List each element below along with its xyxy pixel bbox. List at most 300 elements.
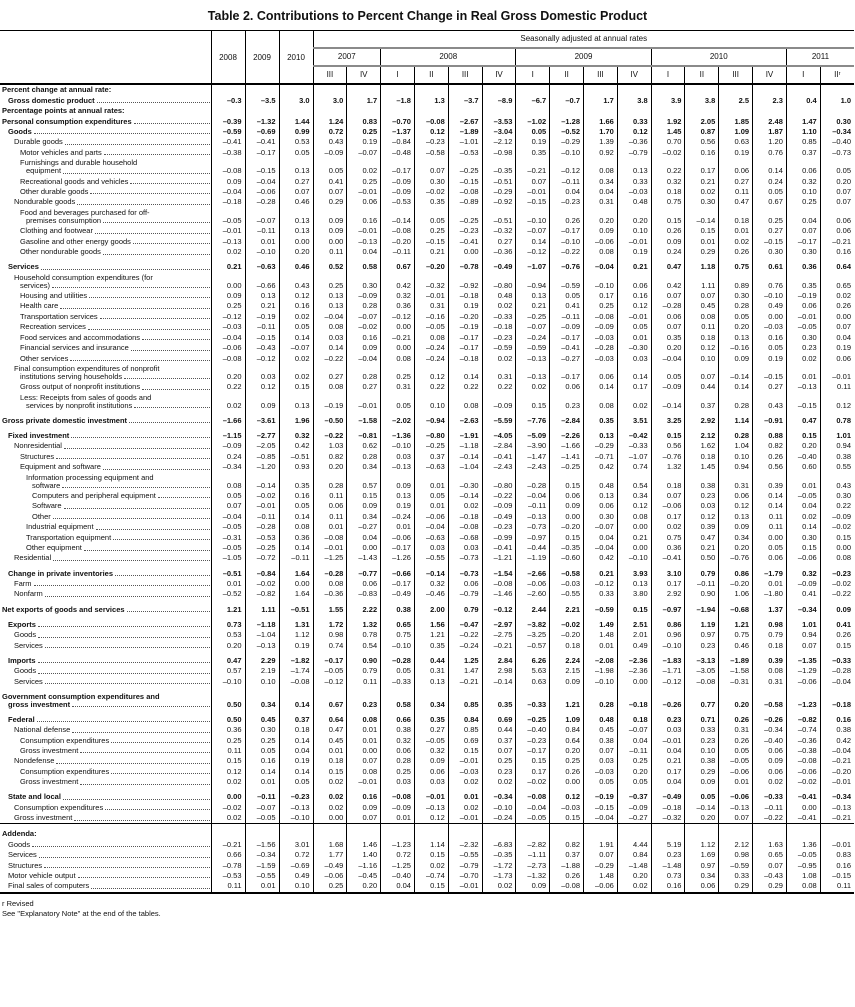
- value-cell: –0.25: [414, 441, 448, 451]
- row-label-line: [0, 282, 211, 290]
- value-cell: 0.25: [347, 127, 381, 137]
- value-cell: [279, 84, 313, 95]
- dotted-leader: [53, 518, 210, 519]
- value-cell: 2.48: [753, 116, 787, 126]
- row-label-text: Nondurable goods: [14, 197, 76, 207]
- value-cell: 0.11: [753, 522, 787, 532]
- value-cell: –0.52: [211, 589, 245, 599]
- value-cell: [753, 106, 787, 116]
- value-cell: –0.03: [617, 187, 651, 197]
- value-cell: 0.25: [617, 756, 651, 766]
- value-cell: 0.53: [279, 137, 313, 147]
- value-cell: 0.01: [786, 364, 820, 382]
- value-cell: 0.14: [516, 236, 550, 246]
- value-cell: 0.08: [347, 710, 381, 725]
- value-cell: [313, 824, 347, 840]
- value-cell: 0.08: [313, 322, 347, 332]
- row-label-line: [0, 217, 211, 225]
- value-cell: 0.11: [313, 247, 347, 257]
- row-label-text: Imports: [8, 655, 36, 665]
- value-cell: 0.82: [550, 839, 584, 849]
- value-cell: –0.74: [414, 871, 448, 881]
- value-cell: –0.14: [414, 564, 448, 579]
- value-cell: 0.07: [584, 746, 618, 756]
- row-label-line: [0, 128, 211, 136]
- row-label-line: [0, 631, 211, 639]
- value-cell: –1.59: [245, 860, 279, 870]
- value-cell: 0.01: [347, 735, 381, 745]
- value-cell: [347, 106, 381, 116]
- value-cell: 0.01: [448, 787, 482, 802]
- value-cell: 0.00: [550, 777, 584, 787]
- value-cell: –1.19: [516, 553, 550, 563]
- value-cell: 0.26: [753, 451, 787, 461]
- value-cell: –0.04: [347, 353, 381, 363]
- value-cell: 0.41: [550, 301, 584, 311]
- value-cell: 0.05: [279, 777, 313, 787]
- value-cell: [617, 106, 651, 116]
- header-quarter: I: [516, 66, 550, 84]
- dotted-leader: [74, 820, 209, 821]
- value-cell: –0.36: [786, 735, 820, 745]
- value-cell: 0.05: [753, 343, 787, 353]
- value-cell: –0.06: [786, 676, 820, 686]
- value-cell: 0.26: [651, 226, 685, 236]
- value-cell: 0.19: [279, 640, 313, 650]
- row-label-text: Recreation services: [20, 322, 86, 332]
- value-cell: 0.34: [414, 687, 448, 710]
- value-cell: 0.07: [651, 491, 685, 501]
- value-cell: –0.77: [347, 564, 381, 579]
- value-cell: –0.51: [482, 208, 516, 226]
- row-label-line: [0, 118, 211, 126]
- table-row: [0, 589, 854, 599]
- row-label: [0, 301, 211, 311]
- value-cell: 0.11: [211, 746, 245, 756]
- table-row: [0, 725, 854, 735]
- row-label-line: [0, 768, 211, 776]
- value-cell: 0.15: [516, 392, 550, 410]
- table-row: [0, 839, 854, 849]
- value-cell: 0.01: [313, 522, 347, 532]
- value-cell: [347, 824, 381, 840]
- value-cell: –0.04: [211, 332, 245, 342]
- value-cell: 0.43: [820, 472, 854, 490]
- value-cell: –0.34: [211, 462, 245, 472]
- value-cell: 0.11: [347, 676, 381, 686]
- value-cell: 0.05: [516, 127, 550, 137]
- row-label-line: [0, 513, 211, 521]
- table-row: [0, 95, 854, 105]
- value-cell: 0.09: [211, 291, 245, 301]
- value-cell: –0.17: [786, 236, 820, 246]
- value-cell: –2.75: [482, 630, 516, 640]
- row-label-line: [0, 862, 211, 870]
- table-row: [0, 802, 854, 812]
- value-cell: 0.96: [651, 630, 685, 640]
- value-cell: 0.33: [617, 116, 651, 126]
- value-cell: –0.13: [719, 802, 753, 812]
- value-cell: 0.16: [820, 710, 854, 725]
- value-cell: 0.00: [211, 272, 245, 290]
- value-cell: –0.32: [651, 813, 685, 824]
- value-cell: –0.14: [685, 802, 719, 812]
- value-cell: –0.59: [550, 272, 584, 290]
- value-cell: –0.71: [584, 451, 618, 461]
- value-cell: –0.13: [279, 802, 313, 812]
- value-cell: 0.21: [617, 257, 651, 272]
- value-cell: 0.04: [279, 746, 313, 756]
- value-cell: –0.04: [313, 312, 347, 322]
- value-cell: –0.97: [516, 532, 550, 542]
- row-label-text: software: [32, 480, 61, 490]
- table-row: [0, 312, 854, 322]
- value-cell: –0.40: [381, 871, 415, 881]
- value-cell: –0.12: [651, 676, 685, 686]
- value-cell: 0.20: [584, 208, 618, 226]
- header-quarter: IV: [753, 66, 787, 84]
- value-cell: 0.08: [347, 767, 381, 777]
- value-cell: –0.70: [381, 116, 415, 126]
- value-cell: 0.85: [448, 725, 482, 735]
- value-cell: [584, 84, 618, 95]
- value-cell: 0.19: [820, 343, 854, 353]
- row-label-text: National defense: [14, 725, 71, 735]
- value-cell: –0.28: [245, 197, 279, 207]
- value-cell: 0.07: [347, 813, 381, 824]
- value-cell: 0.10: [414, 392, 448, 410]
- value-cell: 0.32: [651, 176, 685, 186]
- value-cell: 0.02: [617, 881, 651, 892]
- dotted-leader: [127, 611, 210, 612]
- row-label-text: Residential: [14, 553, 52, 563]
- dotted-leader: [89, 297, 209, 298]
- value-cell: 0.09: [719, 522, 753, 532]
- table-row: [0, 353, 854, 363]
- row-label: [0, 392, 211, 410]
- value-cell: 1.92: [651, 116, 685, 126]
- row-label-line: [0, 355, 211, 363]
- value-cell: –0.24: [414, 343, 448, 353]
- row-label: [0, 802, 211, 812]
- value-cell: 0.33: [617, 176, 651, 186]
- value-cell: 2.24: [550, 651, 584, 666]
- value-cell: 0.35: [414, 640, 448, 650]
- row-label-line: [0, 432, 211, 440]
- value-cell: –1.8: [381, 95, 415, 105]
- value-cell: –0.02: [550, 615, 584, 630]
- value-cell: 0.06: [651, 312, 685, 322]
- value-cell: 0.17: [617, 382, 651, 392]
- value-cell: 0.09: [651, 236, 685, 246]
- value-cell: 0.00: [279, 579, 313, 589]
- value-cell: 0.08: [584, 247, 618, 257]
- value-cell: –0.19: [448, 322, 482, 332]
- value-cell: 0.06: [719, 491, 753, 501]
- value-cell: 0.09: [245, 392, 279, 410]
- header-annual-year: 2009: [245, 31, 279, 85]
- row-label-text: Consumption expenditures: [20, 766, 110, 776]
- value-cell: –0.59: [584, 600, 618, 615]
- value-cell: –0.01: [347, 392, 381, 410]
- value-cell: [482, 106, 516, 116]
- value-cell: 0.12: [820, 392, 854, 410]
- table-row: [0, 756, 854, 766]
- value-cell: 0.00: [617, 522, 651, 532]
- value-cell: 0.37: [279, 710, 313, 725]
- value-cell: 0.42: [651, 272, 685, 290]
- value-cell: –0.04: [211, 512, 245, 522]
- value-cell: 0.77: [685, 687, 719, 710]
- value-cell: 0.84: [448, 710, 482, 725]
- value-cell: [753, 824, 787, 840]
- value-cell: –0.11: [685, 579, 719, 589]
- row-label-line: [0, 178, 211, 186]
- value-cell: –0.51: [279, 600, 313, 615]
- value-cell: 0.26: [820, 630, 854, 640]
- dotted-leader: [32, 846, 209, 847]
- value-cell: 3.8: [617, 95, 651, 105]
- value-cell: 0.17: [651, 767, 685, 777]
- value-cell: 0.37: [685, 392, 719, 410]
- value-cell: –0.95: [786, 860, 820, 870]
- value-cell: 0.01: [753, 579, 787, 589]
- table-row: [0, 735, 854, 745]
- value-cell: –0.01: [347, 226, 381, 236]
- value-cell: –1.89: [448, 127, 482, 137]
- value-cell: –0.15: [753, 364, 787, 382]
- value-cell: –0.07: [245, 802, 279, 812]
- row-label: [0, 824, 211, 840]
- dotted-leader: [37, 721, 210, 722]
- value-cell: 0.15: [617, 600, 651, 615]
- table-row: [0, 226, 854, 236]
- value-cell: –0.76: [550, 257, 584, 272]
- value-cell: 0.14: [313, 343, 347, 353]
- value-cell: –1.04: [245, 630, 279, 640]
- value-cell: –1.28: [550, 116, 584, 126]
- value-cell: –0.14: [448, 491, 482, 501]
- value-cell: –2.12: [482, 137, 516, 147]
- value-cell: –0.12: [516, 247, 550, 257]
- value-cell: –0.19: [786, 291, 820, 301]
- value-cell: –0.05: [414, 322, 448, 332]
- value-cell: –0.40: [753, 735, 787, 745]
- value-cell: 0.49: [617, 640, 651, 650]
- value-cell: –1.20: [245, 462, 279, 472]
- value-cell: 0.16: [820, 860, 854, 870]
- value-cell: 0.25: [313, 272, 347, 290]
- row-label-line: [0, 841, 211, 849]
- value-cell: –0.23: [414, 137, 448, 147]
- value-cell: –0.05: [414, 735, 448, 745]
- value-cell: –0.17: [313, 651, 347, 666]
- value-cell: –0.07: [584, 522, 618, 532]
- value-cell: 0.14: [279, 735, 313, 745]
- value-cell: –0.17: [516, 746, 550, 756]
- value-cell: 0.15: [786, 543, 820, 553]
- value-cell: 2.84: [482, 651, 516, 666]
- value-cell: 0.15: [820, 640, 854, 650]
- value-cell: 0.00: [313, 236, 347, 246]
- value-cell: –0.15: [245, 332, 279, 342]
- value-cell: 0.15: [516, 756, 550, 766]
- value-cell: –0.11: [550, 312, 584, 322]
- table-row: [0, 322, 854, 332]
- value-cell: 0.35: [482, 687, 516, 710]
- value-cell: –0.26: [651, 687, 685, 710]
- header-annual-year: 2010: [279, 31, 313, 85]
- value-cell: 0.09: [820, 600, 854, 615]
- value-cell: 0.06: [820, 208, 854, 226]
- dotted-leader: [142, 389, 209, 390]
- value-cell: 0.13: [313, 301, 347, 311]
- value-cell: 0.56: [685, 137, 719, 147]
- value-cell: 0.00: [820, 312, 854, 322]
- value-cell: –0.69: [245, 127, 279, 137]
- value-cell: –0.08: [482, 579, 516, 589]
- value-cell: 5.63: [516, 666, 550, 676]
- value-cell: 0.02: [719, 236, 753, 246]
- row-label-text: Goods: [14, 630, 37, 640]
- value-cell: 0.44: [414, 651, 448, 666]
- value-cell: [414, 84, 448, 95]
- value-cell: 0.50: [685, 553, 719, 563]
- value-cell: –1.36: [381, 426, 415, 441]
- value-cell: –0.03: [550, 802, 584, 812]
- value-cell: –0.01: [617, 312, 651, 322]
- value-cell: –0.53: [448, 148, 482, 158]
- value-cell: 0.27: [313, 364, 347, 382]
- value-cell: 1.49: [584, 615, 618, 630]
- row-label: [0, 176, 211, 186]
- value-cell: –0.08: [381, 226, 415, 236]
- value-cell: 0.19: [753, 353, 787, 363]
- value-cell: [820, 106, 854, 116]
- value-cell: [448, 106, 482, 116]
- row-label-line: [0, 463, 211, 471]
- value-cell: 0.25: [550, 756, 584, 766]
- row-label-line: [0, 263, 211, 271]
- row-label-line: [0, 757, 211, 765]
- value-cell: 0.12: [617, 301, 651, 311]
- value-cell: 3.25: [651, 411, 685, 426]
- table-row: [0, 512, 854, 522]
- value-cell: 0.14: [279, 687, 313, 710]
- value-cell: [753, 84, 787, 95]
- value-cell: 1.55: [313, 600, 347, 615]
- value-cell: –2.43: [482, 462, 516, 472]
- table-row: [0, 600, 854, 615]
- table-row: [0, 746, 854, 756]
- row-label: [0, 630, 211, 640]
- value-cell: –0.03: [550, 579, 584, 589]
- value-cell: 2.01: [617, 630, 651, 640]
- value-cell: –0.41: [786, 787, 820, 802]
- dotted-leader: [113, 539, 209, 540]
- value-cell: –0.01: [820, 839, 854, 849]
- value-cell: –0.06: [414, 512, 448, 522]
- value-cell: 1.66: [584, 116, 618, 126]
- value-cell: 1.3: [414, 95, 448, 105]
- value-cell: 0.65: [820, 272, 854, 290]
- value-cell: –0.98: [482, 148, 516, 158]
- value-cell: 0.79: [347, 666, 381, 676]
- value-cell: –0.23: [516, 735, 550, 745]
- row-label: [0, 382, 211, 392]
- value-cell: 0.46: [279, 257, 313, 272]
- dotted-leader: [104, 154, 210, 155]
- value-cell: –0.59: [516, 343, 550, 353]
- value-cell: 0.31: [414, 301, 448, 311]
- value-cell: –0.04: [245, 176, 279, 186]
- value-cell: –4.05: [482, 426, 516, 441]
- value-cell: 1.72: [313, 615, 347, 630]
- value-cell: –0.11: [279, 553, 313, 563]
- value-cell: 0.47: [313, 725, 347, 735]
- value-cell: 3.80: [617, 589, 651, 599]
- row-label-text: Furnishings and durable household: [20, 158, 138, 168]
- value-cell: 0.12: [414, 813, 448, 824]
- value-cell: –0.07: [245, 208, 279, 226]
- value-cell: 0.08: [685, 312, 719, 322]
- value-cell: 0.22: [211, 382, 245, 392]
- value-cell: 0.19: [617, 247, 651, 257]
- value-cell: –0.18: [211, 197, 245, 207]
- row-label: [0, 364, 211, 382]
- value-cell: 1.47: [786, 116, 820, 126]
- value-cell: –0.09: [617, 802, 651, 812]
- value-cell: [245, 106, 279, 116]
- value-cell: 0.13: [414, 676, 448, 686]
- value-cell: –0.19: [584, 787, 618, 802]
- value-cell: –0.30: [617, 343, 651, 353]
- value-cell: 0.13: [719, 332, 753, 342]
- value-cell: –0.01: [617, 236, 651, 246]
- value-cell: 0.06: [448, 579, 482, 589]
- value-cell: –0.08: [786, 756, 820, 766]
- value-cell: –0.23: [482, 522, 516, 532]
- dotted-leader: [95, 233, 210, 234]
- value-cell: 0.30: [245, 725, 279, 735]
- value-cell: 0.02: [279, 353, 313, 363]
- value-cell: 2.92: [651, 589, 685, 599]
- row-label-text: Services: [8, 262, 39, 272]
- dotted-leader: [100, 318, 210, 319]
- value-cell: 2.5: [719, 95, 753, 105]
- value-cell: 0.09: [753, 756, 787, 766]
- value-cell: 1.77: [313, 850, 347, 860]
- value-cell: –2.73: [516, 860, 550, 870]
- dotted-leader: [134, 123, 210, 124]
- row-label: [0, 95, 211, 105]
- value-cell: 0.09: [211, 176, 245, 186]
- value-cell: [550, 84, 584, 95]
- value-cell: 0.01: [719, 226, 753, 236]
- value-cell: 0.14: [786, 522, 820, 532]
- value-cell: 0.35: [584, 411, 618, 426]
- value-cell: 0.05: [753, 543, 787, 553]
- value-cell: 0.32: [786, 564, 820, 579]
- header-year-group: 2010: [651, 48, 786, 66]
- value-cell: –0.34: [753, 725, 787, 735]
- dotted-leader: [52, 287, 209, 288]
- value-cell: 0.79: [448, 600, 482, 615]
- value-cell: –1.26: [381, 553, 415, 563]
- value-cell: 0.04: [820, 332, 854, 342]
- row-label-text: Motor vehicles and parts: [20, 147, 102, 157]
- value-cell: –0.19: [313, 392, 347, 410]
